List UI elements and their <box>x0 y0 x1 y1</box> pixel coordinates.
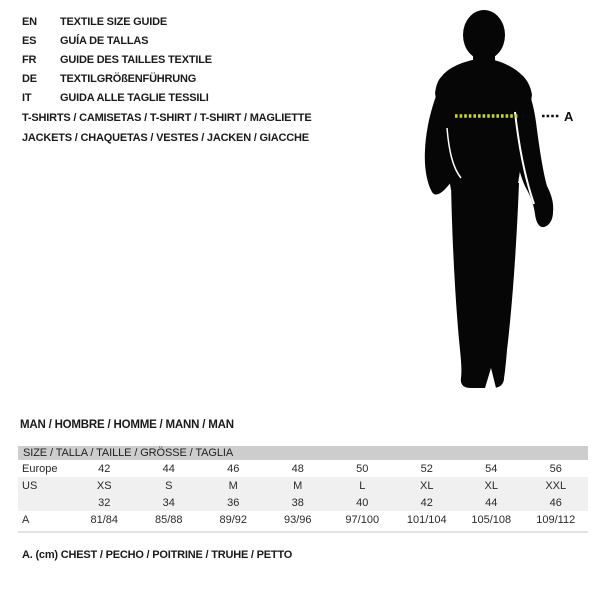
table-cell: 93/96 <box>283 513 312 526</box>
table-cell: 89/92 <box>219 513 248 526</box>
silhouette-legs <box>451 183 519 388</box>
table-cell: 44 <box>162 462 175 475</box>
table-row <box>18 511 588 528</box>
table-cell: M <box>228 479 238 492</box>
language-label: GUIDA ALLE TAGLIE TESSILI <box>60 91 209 104</box>
table-row-label: US <box>22 479 38 492</box>
table-cell: 44 <box>485 496 498 509</box>
table-cell: 42 <box>98 462 111 475</box>
language-label: TEXTILE SIZE GUIDE <box>60 15 168 28</box>
category-line: JACKETS / CHAQUETAS / VESTES / JACKEN / GIACCHE <box>22 132 309 144</box>
table-cell: XL <box>484 479 498 492</box>
table-cell: XS <box>96 479 112 492</box>
table-cell: 32 <box>98 496 111 509</box>
table-cell: L <box>359 479 366 492</box>
table-cell: 52 <box>420 462 433 475</box>
table-cell: XXL <box>545 479 567 492</box>
language-row <box>22 69 212 88</box>
size-guide-figure <box>395 0 600 400</box>
category-list <box>22 108 311 148</box>
language-code: IT <box>22 91 32 104</box>
language-code: FR <box>22 53 37 66</box>
language-label: GUÍA DE TALLAS <box>60 34 149 47</box>
table-cell: S <box>165 479 173 492</box>
language-code: EN <box>22 15 37 28</box>
table-row <box>18 477 588 494</box>
table-cell: 105/108 <box>471 513 512 526</box>
table-cell: 109/112 <box>536 513 576 526</box>
table-cell: 38 <box>291 496 304 509</box>
table-cell: 46 <box>227 462 240 475</box>
language-code: DE <box>22 72 37 85</box>
table-cell: 101/104 <box>406 513 447 526</box>
language-row <box>22 50 212 69</box>
language-row <box>22 12 212 31</box>
table-cell: 48 <box>291 462 304 475</box>
table-cell: 81/84 <box>90 513 119 526</box>
man-silhouette-svg <box>395 0 600 400</box>
table-cell: 34 <box>162 496 175 509</box>
table-cell: 40 <box>356 496 369 509</box>
table-cell: 36 <box>227 496 240 509</box>
table-cell: 85/88 <box>154 513 183 526</box>
table-row <box>18 494 588 511</box>
table-cell: 54 <box>485 462 498 475</box>
language-code: ES <box>22 34 37 47</box>
language-label: GUIDE DES TAILLES TEXTILE <box>60 53 212 66</box>
table-cell: M <box>293 479 303 492</box>
measurement-footnote: A. (cm) CHEST / PECHO / POITRINE / TRUHE / PETTO <box>22 549 293 561</box>
table-bottom-rule <box>18 531 588 533</box>
size-table-header: SIZE / TALLA / TAILLE / GRÖSSE / TAGLIA <box>18 446 588 460</box>
measure-label-a: A <box>564 109 574 124</box>
man-silhouette <box>425 10 553 388</box>
table-cell: XL <box>420 479 434 492</box>
size-table <box>18 446 588 528</box>
table-cell: 97/100 <box>345 513 380 526</box>
table-cell: 46 <box>549 496 562 509</box>
language-list <box>22 12 212 107</box>
table-row-label: Europe <box>22 462 58 475</box>
table-row <box>18 460 588 477</box>
table-cell: 50 <box>356 462 369 475</box>
language-label: TEXTILGRÖßENFÜHRUNG <box>60 72 197 85</box>
table-cell: 42 <box>420 496 433 509</box>
language-row <box>22 31 212 50</box>
table-cell: 56 <box>549 462 562 475</box>
section-title: MAN / HOMBRE / HOMME / MANN / MAN <box>20 419 234 431</box>
language-row <box>22 88 212 107</box>
category-line: T-SHIRTS / CAMISETAS / T-SHIRT / T-SHIRT / MAGLIETTE <box>22 112 312 124</box>
table-row-label: A <box>22 513 30 526</box>
